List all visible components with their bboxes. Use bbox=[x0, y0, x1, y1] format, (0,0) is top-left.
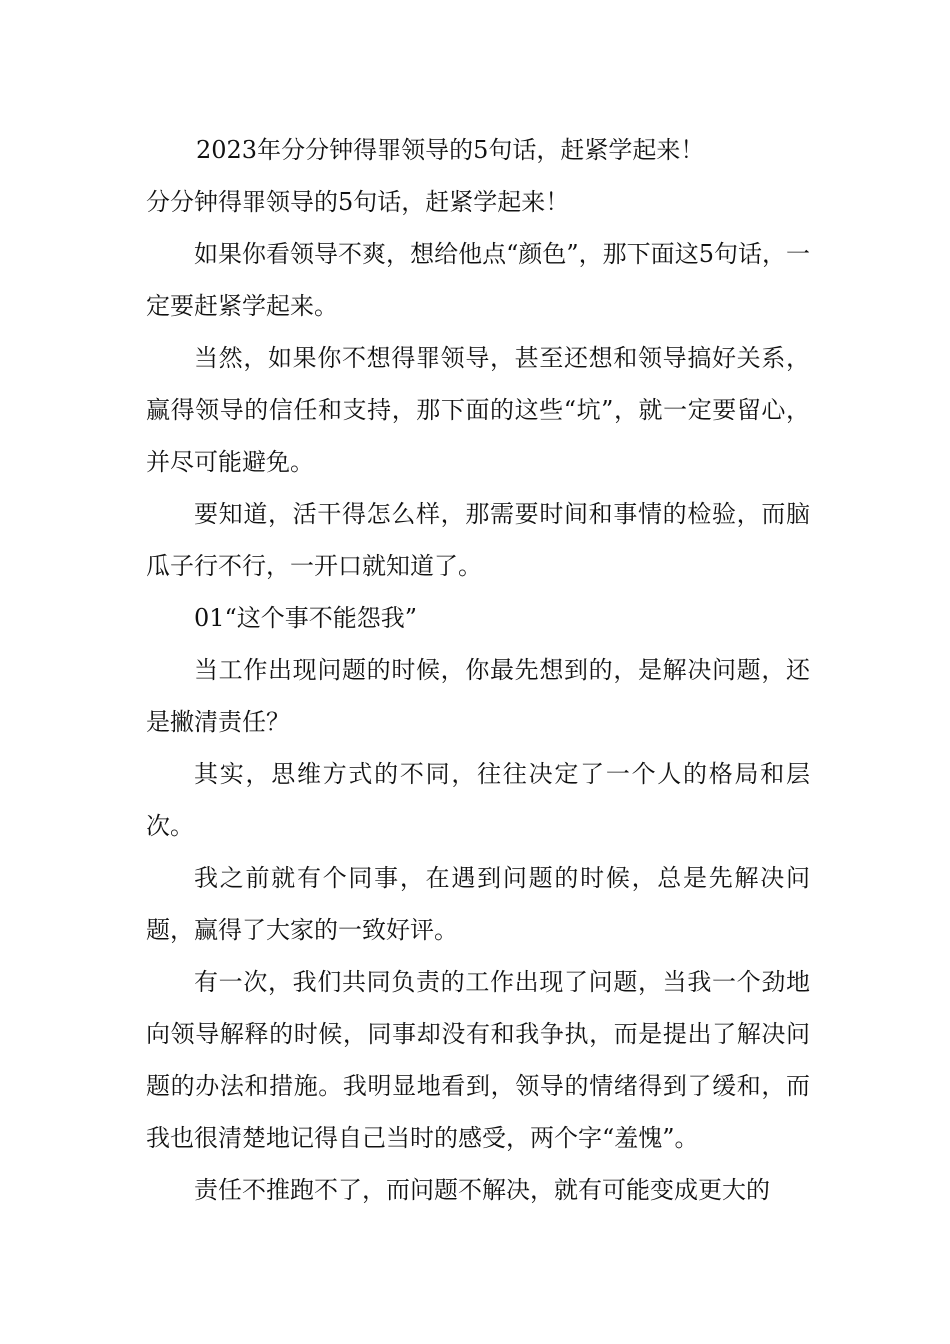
body-paragraph: 如果你看领导不爽，想给他点“颜色”，那下面这5句话，一定要赶紧学起来。 bbox=[146, 240, 810, 320]
section-heading: 01“这个事不能怨我” bbox=[194, 604, 418, 632]
body-paragraph: 当然，如果你不想得罪领导，甚至还想和领导搞好关系，赢得领导的信任和支持，那下面的这些“坑”，就一定要留心，并尽可能避免。 bbox=[146, 344, 810, 476]
body-paragraph: 要知道，活干得怎么样，那需要时间和事情的检验，而脑瓜子行不行，一开口就知道了。 bbox=[146, 500, 810, 580]
body-paragraph: 其实，思维方式的不同，往往决定了一个人的格局和层次。 bbox=[146, 760, 810, 840]
body-paragraph: 有一次，我们共同负责的工作出现了问题，当我一个劲地向领导解释的时候，同事却没有和我争执，而是提出了解决问题的办法和措施。我明显地看到，领导的情绪得到了缓和，而我也很清楚地记得自己当时的感受，两个字“羞愧”。 bbox=[146, 968, 810, 1152]
body-paragraph: 当工作出现问题的时候，你最先想到的，是解决问题，还是撇清责任？ bbox=[146, 656, 810, 736]
body-paragraph: 我之前就有个同事，在遇到问题的时候，总是先解决问题，赢得了大家的一致好评。 bbox=[146, 864, 810, 944]
body-paragraph: 责任不推跑不了，而问题不解决，就有可能变成更大的 bbox=[194, 1176, 770, 1204]
document-title: 2023年分分钟得罪领导的5句话，赶紧学起来！ bbox=[196, 136, 705, 164]
document-body bbox=[146, 124, 810, 1216]
subtitle-paragraph: 分分钟得罪领导的5句话，赶紧学起来！ bbox=[146, 188, 570, 216]
